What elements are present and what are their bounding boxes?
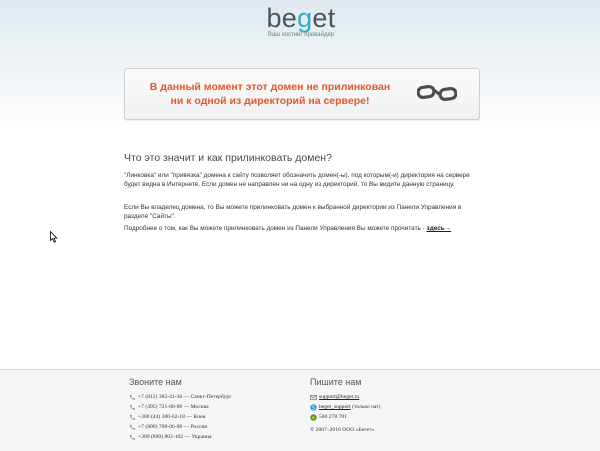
domain-not-linked-notice <box>124 68 480 120</box>
call-us-heading: Звоните нам <box>129 377 182 387</box>
svg-text:S: S <box>311 405 316 411</box>
phone-row-russia: +7 (800) 700-06-08 — Россия <box>129 424 299 431</box>
icq-flower-icon <box>310 414 317 421</box>
explanation-paragraph-1: "Линковка" или "привязка" домена к сайту позволяет обозначить домен(-ы), под которым(-и) директория на сервере будет видна в Интернете. Если домен не направлен ни на одну из директорий, то Вы видите данную страницу. <box>124 172 470 188</box>
phone-row-ukraine: +380 (800) 802-102 — Украина <box>129 434 299 441</box>
logo-wordmark: beget <box>266 3 336 33</box>
explanation-section <box>124 152 479 232</box>
skype-icon <box>310 404 317 411</box>
write-us-heading: Пишите нам <box>310 377 362 387</box>
icq-row: 580 278 701 <box>310 414 480 421</box>
write-us-section <box>310 377 480 433</box>
skype-row: S beget_support (только чат) <box>311 404 381 411</box>
mouse-cursor-icon <box>50 231 58 243</box>
phone-icon <box>129 424 136 431</box>
call-us-section <box>129 377 299 444</box>
notice-line-1: В данный момент этот домен не прилинкован <box>149 81 391 93</box>
phone-row-spb: +7 (812) 385-41-36 — Санкт-Петербург <box>129 394 299 401</box>
notice-line-2: ни к одной из директорий на сервере! <box>170 95 370 107</box>
explanation-heading: Что это значит и как прилинковать домен? <box>124 152 332 164</box>
logo-tagline: Ваш хостинг провайдер <box>267 32 335 38</box>
more-info-text: Подробнее о том, как Вы можете прилинковать домен из Панели Управления Вы можете прочитать - <box>124 225 427 232</box>
phone-icon <box>129 404 136 411</box>
beget-logo[interactable] <box>259 4 343 44</box>
copyright: © 2007–2016 ООО «Бегет» <box>310 427 375 433</box>
support-email-link[interactable]: support@beget.ru <box>319 394 360 400</box>
more-info-link[interactable]: здесь→ <box>426 225 452 232</box>
footer <box>0 369 600 451</box>
explanation-paragraph-2: Если Вы владелец домена, то Вы можете прилинковать домен к выбранной директории из Панели Управления в разделе "Сайты". <box>124 204 462 220</box>
email-row <box>310 394 480 401</box>
phone-icon <box>129 434 136 441</box>
broken-chain-icon <box>417 81 457 105</box>
phone-row-kiev: +380 (44) 300-02-18 — Киев <box>129 414 299 421</box>
phone-icon <box>129 394 136 401</box>
phone-icon <box>129 414 136 421</box>
explanation-paragraph-3 <box>124 225 479 234</box>
phone-row-moscow: +7 (495) 721-80-88 — Москва <box>129 404 299 411</box>
envelope-icon <box>310 394 317 401</box>
notice-message <box>125 80 415 108</box>
skype-link[interactable]: beget_support <box>319 404 351 410</box>
